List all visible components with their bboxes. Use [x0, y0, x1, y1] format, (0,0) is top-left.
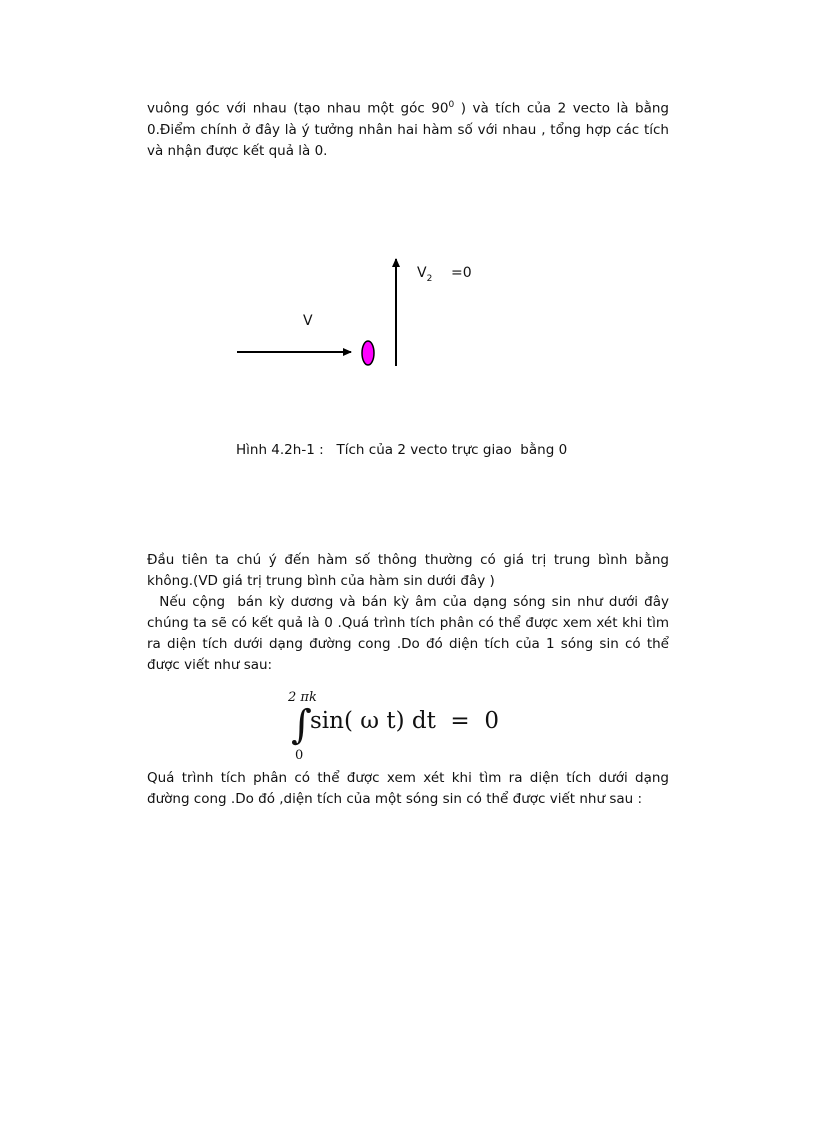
upper-limit-k: k: [308, 690, 317, 705]
integral-body: sin( ω t) dt = 0: [310, 708, 499, 734]
intro-line1-before: vuông góc với nhau (tạo nhau một góc 90: [147, 100, 449, 117]
body1-line1: Đầu tiên ta chú ý đến hàm số thông thường có giá trị trung bình bằng: [147, 552, 669, 568]
integral-lower-limit: 0: [295, 748, 304, 763]
intro-rest: 0.Điểm chính ở đây là ý tưởng nhân hai hàm số với nhau , tổng hợp các tích và nhận được kết quả là 0.: [147, 121, 669, 159]
degree-superscript: 0: [448, 100, 455, 110]
vector-v2-label: [417, 265, 432, 284]
vector-v2-subscript: 2: [426, 273, 433, 284]
intro-line1-after: ) và tích của 2 vecto là bằng: [454, 100, 669, 117]
upper-limit-pi: π: [300, 690, 309, 705]
zero-result-label: =0: [451, 265, 472, 281]
body-paragraph-2: Quá trình tích phân có thể được xem xét khi tìm ra diện tích dưới dạng đường cong .Do đó ,diện tích của một sóng sin có thể được viết như sau :: [147, 770, 669, 807]
vector-v-label: V: [303, 313, 313, 329]
vector-v2-letter: V: [417, 265, 427, 281]
upper-limit-two: 2: [288, 690, 297, 705]
body-paragraph-1: [147, 550, 674, 676]
body1-line2: không.(VD giá trị trung bình của hàm sin dưới đây ): [147, 573, 495, 589]
figure-caption: Hình 4.2h-1 : Tích của 2 vecto trực giao bằng 0: [236, 442, 568, 458]
integral-sign: ∫: [291, 702, 312, 748]
body1-paragraph: Nếu cộng bán kỳ dương và bán kỳ âm của dạng sóng sin như dưới đây chúng ta sẽ có kết quả là 0 .Quá trình tích phân có thể được xem xét khi tìm ra diện tích dưới dạng đường cong .Do đó diện tích của 1 sóng sin có thể được viết như sau:: [147, 594, 674, 673]
particle-dot: [362, 341, 374, 365]
